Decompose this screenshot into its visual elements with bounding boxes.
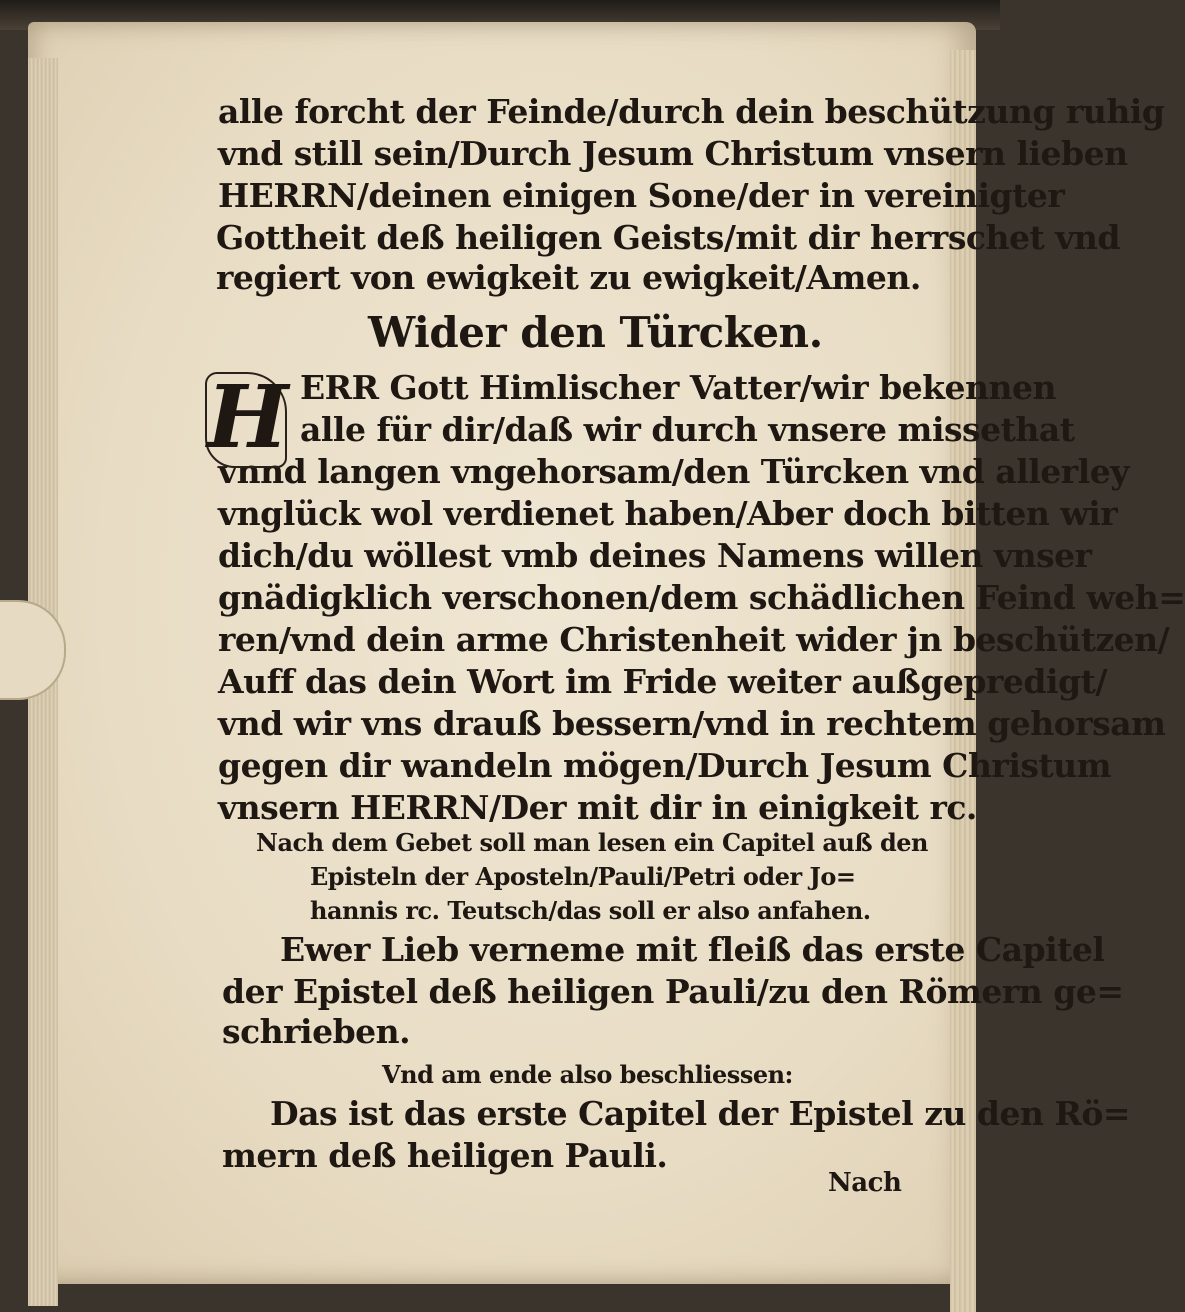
text-line: vnd still sein/Durch Jesum Christum vnsern lieben (218, 134, 1128, 173)
text-line: Ewer Lieb verneme mit fleiß das erste Capitel (280, 930, 1105, 969)
text-line: schrieben. (222, 1012, 411, 1051)
text-line: mern deß heiligen Pauli. (222, 1136, 668, 1175)
text-line: Auff das dein Wort im Fride weiter außgepredigt/ (218, 662, 1107, 701)
text-line: ERR Gott Himlischer Vatter/wir bekennen (300, 368, 1056, 407)
rubric-line: Episteln der Aposteln/Pauli/Petri oder Jo= (310, 862, 856, 891)
text-line: gegen dir wandeln mögen/Durch Jesum Christum (218, 746, 1112, 785)
text-line: dich/du wöllest vmb deines Namens willen vnser (218, 536, 1092, 575)
text-line: der Epistel deß heiligen Pauli/zu den Römern ge= (222, 972, 1124, 1011)
text-line: vnsern HERRN/Der mit dir in einigkeit rc. (218, 788, 977, 827)
text-line: vnglück wol verdienet haben/Aber doch bitten wir (218, 494, 1118, 533)
text-line: vnd wir vns drauß bessern/vnd in rechtem gehorsam (218, 704, 1166, 743)
decorated-initial: H (207, 367, 289, 468)
text-line: alle forcht der Feinde/durch dein beschützung ruhig (218, 92, 1165, 131)
rubric-line: Vnd am ende also beschliessen: (382, 1060, 793, 1089)
text-line: regiert von ewigkeit zu ewigkeit/Amen. (216, 258, 921, 297)
text-line: alle für dir/daß wir durch vnsere missethat (300, 410, 1075, 449)
text-line: Gottheit deß heiligen Geists/mit dir herrschet vnd (216, 218, 1120, 257)
section-heading: Wider den Türcken. (368, 308, 823, 357)
text-line: HERRN/deinen einigen Sone/der in vereinigter (218, 176, 1065, 215)
text-line: gnädigklich verschonen/dem schädlichen Feind weh= (218, 578, 1185, 617)
catchword: Nach (828, 1168, 902, 1198)
rubric-line: Nach dem Gebet soll man lesen ein Capitel auß den (256, 828, 928, 857)
text-line: ren/vnd dein arme Christenheit wider jn beschützen/ (218, 620, 1170, 659)
rubric-line: hannis rc. Teutsch/das soll er also anfahen. (310, 896, 871, 925)
text-line: Das ist das erste Capitel der Epistel zu den Rö= (270, 1094, 1131, 1133)
text-line: vnnd langen vngehorsam/den Türcken vnd allerley (218, 452, 1129, 491)
